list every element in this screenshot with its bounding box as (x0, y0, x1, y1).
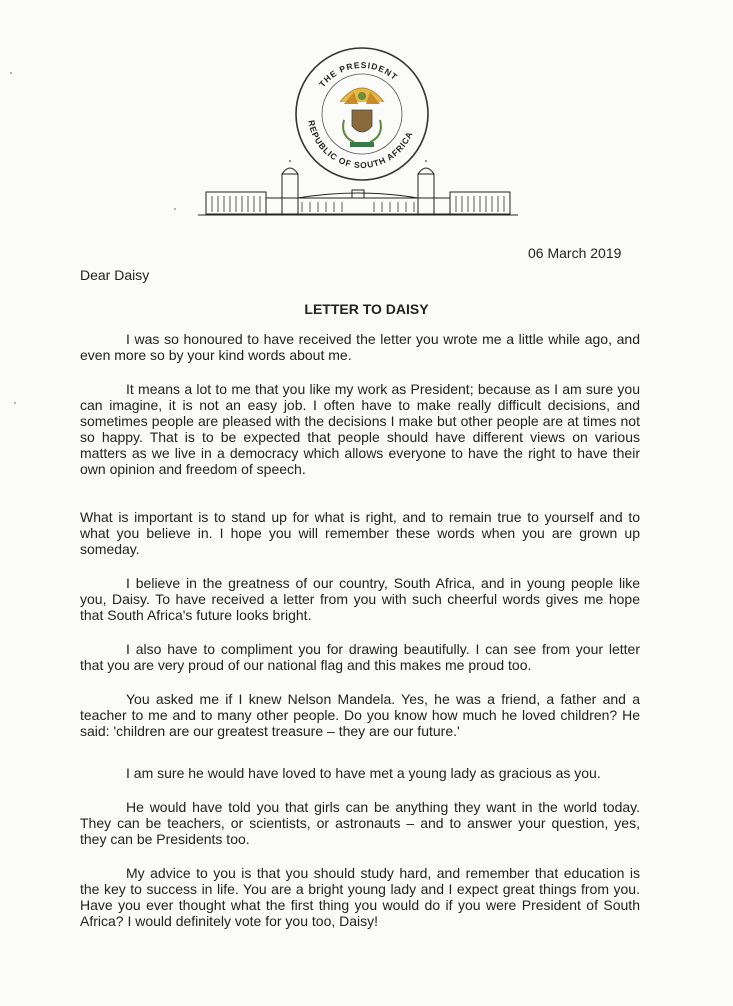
letter-subject-heading: LETTER TO DAISY (304, 301, 429, 317)
salutation: Dear Daisy (80, 267, 150, 283)
scan-speck (14, 402, 16, 404)
svg-text:REPUBLIC OF SOUTH AFRICA: REPUBLIC OF SOUTH AFRICA (306, 119, 415, 171)
body-paragraph: It means a lot to me that you like my work as President; because as I am sure you can imagine, it is not an easy job. I often have to make really difficult decisions, and sometimes people are pleased with the decisions I make but other people are at times not so happy. That is to be expected that people should have different views on various matters as we live in a democracy which allows everyone to have the right to have their own opinion and freedom of speech. (80, 381, 640, 477)
body-paragraph: I was so honoured to have received the letter you wrote me a little while ago, and even more so by your kind words about me. (80, 331, 640, 363)
body-paragraph: He would have told you that girls can be anything they want in the world today. They can be teachers, or scientists, or astronauts – and to answer your question, yes, they can be Presidents too. (80, 799, 640, 847)
body-paragraph: I also have to compliment you for drawing beautifully. I can see from your letter that you are very proud of our national flag and this makes me proud too. (80, 641, 640, 673)
letter-date: 06 March 2019 (528, 245, 622, 261)
body-paragraph: I am sure he would have loved to have met a young lady as gracious as you. (126, 765, 601, 781)
body-paragraph: You asked me if I knew Nelson Mandela. Yes, he was a friend, a father and a teacher to me and to many other people. Do you know how much he loved children? He said: 'children are our greatest treasure – they are our future.' (80, 691, 640, 739)
scan-speck (10, 72, 12, 74)
body-paragraph: What is important is to stand up for what is right, and to remain true to yourself and to what you believe in. I hope you will remember these words when you are grown up someday. (80, 509, 640, 557)
body-paragraph: I believe in the greatness of our country, South Africa, and in young people like you, Daisy. To have received a letter from you with such cheerful words gives me hope that South Africa's future looks bright. (80, 575, 640, 623)
body-paragraph: My advice to you is that you should study hard, and remember that education is the key to success in life. You are a bright young lady and I expect great things from you. Have you ever thought what the first thing you would do if you were President of South Africa? I would definitely vote for you too, Daisy! (80, 865, 640, 929)
scan-speck (174, 208, 176, 210)
svg-text:THE PRESIDENT: THE PRESIDENT (316, 59, 400, 90)
union-buildings-illustration (198, 160, 518, 218)
